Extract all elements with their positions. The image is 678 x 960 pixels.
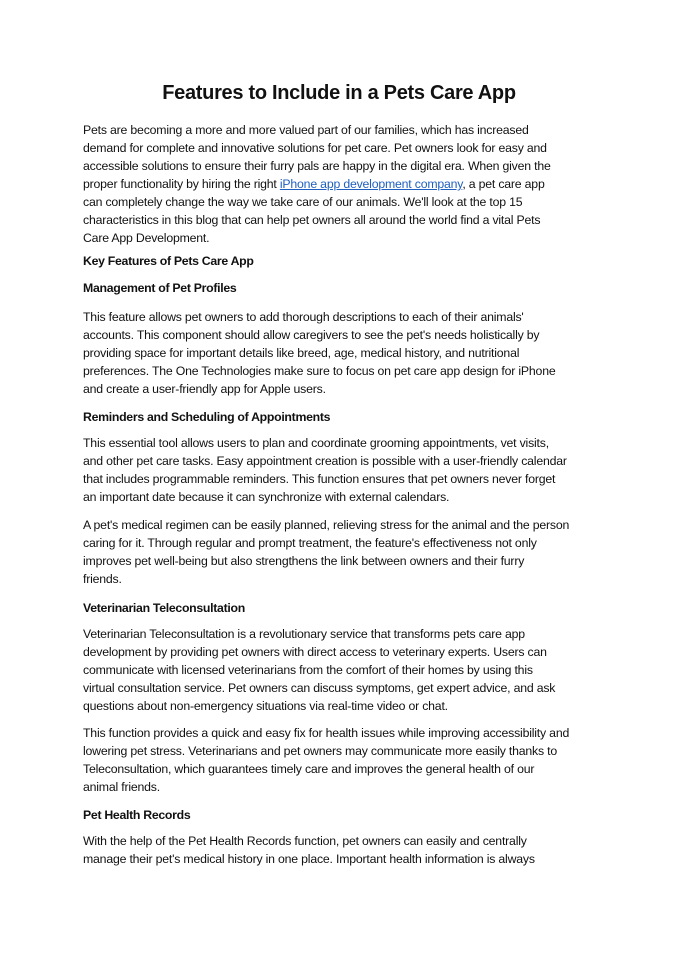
text-line: an important date because it can synchronize with external calendars. xyxy=(83,490,450,504)
text-line: This function provides a quick and easy fix for health issues while improving accessibility and xyxy=(83,726,570,740)
text-line xyxy=(83,175,603,193)
text-line: demand for complete and innovative solutions for pet care. Pet owners look for easy and xyxy=(83,141,547,155)
intro-paragraph xyxy=(83,121,603,247)
text-line: lowering pet stress. Veterinarians and pet owners may communicate more easily thanks to xyxy=(83,744,558,758)
text-line: This essential tool allows users to plan and coordinate grooming appointments, vet visits, xyxy=(83,436,549,450)
text-line: manage their pet's medical history in one place. Important health information is always xyxy=(83,852,535,866)
text-line: and create a user-friendly app for Apple users. xyxy=(83,382,326,396)
text-line: Pets are becoming a more and more valued part of our families, which has increased xyxy=(83,123,529,137)
teleconsult-paragraph-1 xyxy=(83,625,603,715)
heading-pet-profiles: Management of Pet Profiles xyxy=(83,281,237,295)
section-heading xyxy=(83,279,603,297)
text-line: accounts. This component should allow caregivers to see the pet's needs holistically by xyxy=(83,328,540,342)
records-paragraph xyxy=(83,832,603,868)
heading-teleconsultation: Veterinarian Teleconsultation xyxy=(83,601,245,615)
section-heading xyxy=(83,408,603,426)
text-line: This feature allows pet owners to add thorough descriptions to each of their animals' xyxy=(83,310,524,324)
text-line: development by providing pet owners with direct access to veterinary experts. Users can xyxy=(83,645,547,659)
page-title: Features to Include in a Pets Care App xyxy=(162,82,516,104)
text-line: improves pet well-being but also strengthens the link between owners and their furry xyxy=(83,554,525,568)
text-line: characteristics in this blog that can help pet owners all around the world find a vital Pets xyxy=(83,213,541,227)
text-line: and other pet care tasks. Easy appointment creation is possible with a user-friendly calendar xyxy=(83,454,567,468)
heading-health-records: Pet Health Records xyxy=(83,808,191,822)
text-line: Teleconsultation, which guarantees timely care and improves the general health of our xyxy=(83,762,535,776)
text-line: accessible solutions to ensure their furry pals are happy in the digital era. When given the xyxy=(83,159,551,173)
text-line: questions about non-emergency situations via real-time video or chat. xyxy=(83,699,448,713)
teleconsult-paragraph-2 xyxy=(83,724,603,796)
text-line: With the help of the Pet Health Records function, pet owners can easily and centrally xyxy=(83,834,527,848)
text-segment: , a pet care app xyxy=(462,177,545,191)
section-heading xyxy=(83,252,603,270)
text-line: caring for it. Through regular and prompt treatment, the feature's effectiveness not only xyxy=(83,536,537,550)
text-line: that includes programmable reminders. This function ensures that pet owners never forget xyxy=(83,472,556,486)
section-heading xyxy=(83,806,603,824)
profiles-paragraph xyxy=(83,308,603,398)
text-line: can completely change the way we take care of our animals. We'll look at the top 15 xyxy=(83,195,523,209)
reminders-paragraph-1 xyxy=(83,434,603,506)
text-line: friends. xyxy=(83,572,122,586)
heading-key-features: Key Features of Pets Care App xyxy=(83,254,254,268)
iphone-app-development-link[interactable]: iPhone app development company xyxy=(279,177,463,191)
text-line: Care App Development. xyxy=(83,231,210,245)
text-line: A pet's medical regimen can be easily planned, relieving stress for the animal and the person xyxy=(83,518,570,532)
text-line: preferences. The One Technologies make sure to focus on pet care app design for iPhone xyxy=(83,364,556,378)
text-line: Veterinarian Teleconsultation is a revolutionary service that transforms pets care app xyxy=(83,627,525,641)
section-heading xyxy=(83,599,603,617)
text-line: communicate with licensed veterinarians from the comfort of their homes by using this xyxy=(83,663,533,677)
heading-reminders: Reminders and Scheduling of Appointments xyxy=(83,410,331,424)
text-line: animal friends. xyxy=(83,780,160,794)
text-line: providing space for important details like breed, age, medical history, and nutritional xyxy=(83,346,520,360)
reminders-paragraph-2 xyxy=(83,516,603,588)
text-line: virtual consultation service. Pet owners can discuss symptoms, get expert advice, and ask xyxy=(83,681,556,695)
text-segment: proper functionality by hiring the right xyxy=(83,177,280,191)
